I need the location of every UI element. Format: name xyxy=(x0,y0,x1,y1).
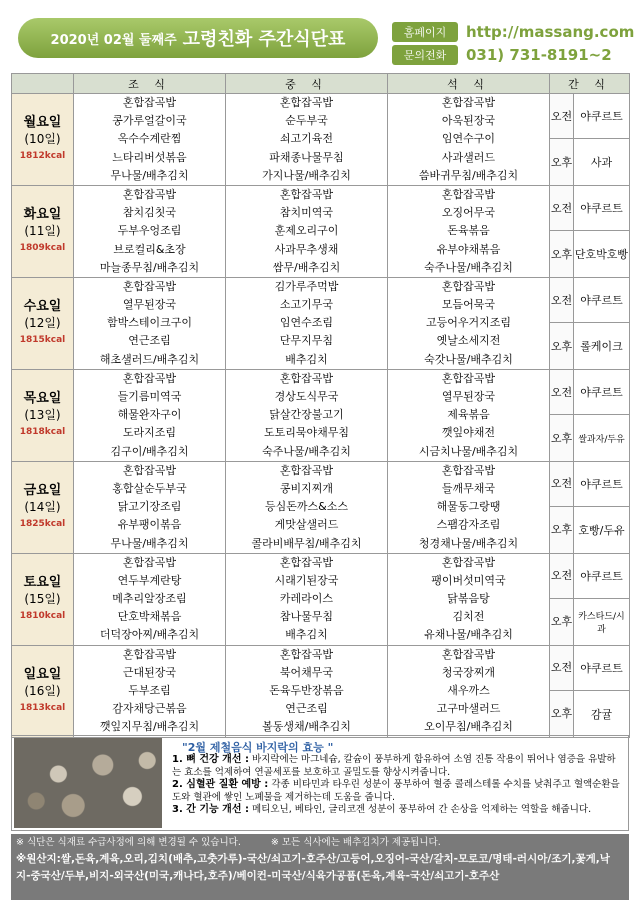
menu-item: 혼합잡곡밥 xyxy=(279,371,334,385)
snack-pm-label: 오후 xyxy=(550,323,574,369)
day-kcal: 1810kcal xyxy=(19,611,66,622)
menu-item: 청경채나물/배추김치 xyxy=(418,536,519,550)
menu-item: 아욱된장국 xyxy=(441,114,496,128)
weekly-menu-table xyxy=(11,73,630,738)
menu-item: 사과무추생채 xyxy=(274,242,339,256)
menu-item: 김가루주먹밥 xyxy=(274,279,339,293)
snack-pm: 쌀과자/두유 xyxy=(574,415,630,461)
snack-pm-label: 오후 xyxy=(550,691,574,737)
menu-item: 들깨무채국 xyxy=(441,481,496,495)
menu-item: 쇠고기육전 xyxy=(279,132,334,146)
menu-item: 훈제오리구이 xyxy=(274,224,339,238)
dinner-cell xyxy=(388,94,550,186)
menu-item: 모듬어묵국 xyxy=(441,298,496,312)
day-name: 일요일 xyxy=(23,667,62,683)
day-cell xyxy=(12,277,74,369)
breakfast-cell xyxy=(74,461,226,553)
menu-item: 유채나물/배추김치 xyxy=(424,628,513,642)
menu-item: 열무된장국 xyxy=(441,390,496,403)
menu-item: 깻잎지무침/배추김치 xyxy=(99,720,200,734)
lunch-cell xyxy=(226,645,388,737)
menu-item: 콩가루얼갈이국 xyxy=(112,114,187,128)
dinner-cell xyxy=(388,277,550,369)
snack-pm-label: 오후 xyxy=(550,599,574,645)
column-breakfast: 조 식 xyxy=(74,74,226,94)
menu-item: 김구이/배추김치 xyxy=(110,444,189,458)
menu-item: 참치미역국 xyxy=(279,206,334,220)
snack-pm: 감귤 xyxy=(574,691,630,737)
menu-item: 닭고기장조림 xyxy=(117,500,182,514)
info-title: "2월 제철음식 바지락의 효능 " xyxy=(182,741,334,754)
menu-item: 소고기무국 xyxy=(279,298,334,312)
snack-pm-label: 오후 xyxy=(550,139,574,185)
menu-item: 제육볶음 xyxy=(447,408,490,422)
table-row xyxy=(12,645,630,690)
menu-item: 두부조림 xyxy=(128,684,171,697)
menu-item: 연두부계란탕 xyxy=(117,573,182,587)
menu-item: 들기름미역국 xyxy=(117,390,182,403)
snack-am-label: 오전 xyxy=(550,553,574,598)
day-kcal: 1825kcal xyxy=(19,519,66,530)
table-row xyxy=(12,277,630,322)
menu-item: 콜라비배무침/배추김치 xyxy=(251,536,362,550)
menu-item: 연근조림 xyxy=(285,702,328,716)
day-kcal: 1815kcal xyxy=(19,335,66,346)
menu-item: 혼합잡곡밥 xyxy=(441,187,496,201)
column-lunch: 중 식 xyxy=(226,74,388,94)
table-row xyxy=(12,369,630,414)
column-day xyxy=(12,74,74,94)
menu-item: 두부우엉조림 xyxy=(117,224,182,238)
day-date: (10일) xyxy=(24,132,61,147)
menu-item: 혼합잡곡밥 xyxy=(441,647,496,661)
menu-item: 혼합잡곡밥 xyxy=(122,96,177,109)
menu-item: 혼합잡곡밥 xyxy=(279,463,334,477)
menu-item: 해물동그랑땡 xyxy=(436,500,501,514)
menu-item: 숙주나물/배추김치 xyxy=(262,444,351,458)
menu-item: 느타리버섯볶음 xyxy=(112,150,187,164)
dinner-cell xyxy=(388,645,550,737)
menu-item: 혼합잡곡밥 xyxy=(441,96,496,109)
day-cell xyxy=(12,94,74,186)
menu-item: 씀바귀무침/배추김치 xyxy=(418,168,519,182)
snack-pm-label: 오후 xyxy=(550,415,574,461)
column-dinner: 석 식 xyxy=(388,74,550,94)
day-kcal: 1809kcal xyxy=(19,243,66,254)
snack-pm: 카스타드/시과 xyxy=(574,599,630,645)
lunch-cell xyxy=(226,461,388,553)
menu-item: 참나물무침 xyxy=(279,610,334,624)
menu-item: 더덕장아찌/배추김치 xyxy=(99,628,200,642)
table-row xyxy=(12,461,630,506)
menu-item: 혼합잡곡밥 xyxy=(441,371,496,385)
snack-am-label: 오전 xyxy=(550,185,574,230)
menu-item: 단호박채볶음 xyxy=(117,610,182,624)
day-kcal: 1818kcal xyxy=(19,427,66,438)
menu-item: 유부팽이볶음 xyxy=(117,518,182,532)
menu-item: 혼합잡곡밥 xyxy=(279,187,334,201)
snack-am: 야쿠르트 xyxy=(574,277,630,322)
menu-item: 도토리묵야채무침 xyxy=(263,426,349,440)
menu-item: 단무지무침 xyxy=(279,334,334,348)
table-header-row xyxy=(12,74,630,94)
info-item: 2. 심혈관 질환 예방 : 각종 비타민과 타우린 성분이 풍부하여 혈중 콜레스테롤 수치를 낮춰주고 혈액순환을 도와 혈관에 쌓인 노폐물을 제거하는데 도움을 줍니다. xyxy=(172,779,620,803)
menu-item: 메추리알장조림 xyxy=(112,592,187,606)
menu-item: 혼합잡곡밥 xyxy=(441,555,496,569)
menu-item: 김치전 xyxy=(452,610,485,624)
table-row xyxy=(12,94,630,139)
menu-item: 시금치나물/배추김치 xyxy=(418,444,519,458)
note-change: ※ 식단은 식재료 수급사정에 의해 변경될 수 있습니다. xyxy=(16,837,241,848)
day-name: 수요일 xyxy=(23,299,62,315)
day-kcal: 1813kcal xyxy=(19,703,66,714)
menu-item: 볼동생채/배추김치 xyxy=(262,720,351,734)
breakfast-cell xyxy=(74,185,226,277)
snack-am: 야쿠르트 xyxy=(574,369,630,414)
menu-item: 깻잎야채전 xyxy=(441,426,496,440)
snack-am: 야쿠르트 xyxy=(574,94,630,139)
snack-am-label: 오전 xyxy=(550,94,574,139)
lunch-cell xyxy=(226,369,388,461)
snack-am-label: 오전 xyxy=(550,645,574,690)
menu-item: 닭볶음탕 xyxy=(447,592,490,606)
menu-item: 사과샐러드 xyxy=(441,150,496,164)
menu-item: 청국장찌개 xyxy=(441,665,496,679)
day-date: (12일) xyxy=(24,316,61,331)
snack-pm-label: 오후 xyxy=(550,231,574,277)
lunch-cell xyxy=(226,94,388,186)
menu-item: 경상도식무국 xyxy=(274,390,339,403)
menu-item: 해물완자구이 xyxy=(117,408,182,422)
menu-title: 고령친화 주간식단표 xyxy=(182,29,346,50)
dinner-cell xyxy=(388,461,550,553)
menu-item: 브로컬리&초장 xyxy=(113,242,186,256)
homepage-url[interactable]: http://massang.com xyxy=(466,23,635,41)
day-cell xyxy=(12,645,74,737)
day-name: 금요일 xyxy=(23,483,62,499)
day-cell xyxy=(12,185,74,277)
menu-item: 쌈무/배추김치 xyxy=(272,260,341,274)
menu-item: 옛날소세지전 xyxy=(436,334,501,348)
column-snack: 간 식 xyxy=(550,74,630,94)
snack-pm: 사과 xyxy=(574,139,630,185)
notes-box xyxy=(11,834,629,900)
menu-item: 게맛살샐러드 xyxy=(274,518,339,532)
snack-am-label: 오전 xyxy=(550,277,574,322)
note-kimchi: ※ 모든 식사에는 배추김치가 제공됩니다. xyxy=(270,837,441,848)
menu-item: 도라지조림 xyxy=(122,426,177,440)
snack-pm: 호빵/두유 xyxy=(574,507,630,553)
snack-am: 야쿠르트 xyxy=(574,461,630,506)
menu-item: 마늘종무침/배추김치 xyxy=(99,260,200,274)
menu-item: 혼합잡곡밥 xyxy=(279,647,334,661)
menu-item: 등심돈까스&소스 xyxy=(265,500,348,514)
menu-item: 스팸감자조림 xyxy=(436,518,501,532)
menu-item: 닭살간장불고기 xyxy=(269,408,344,422)
menu-item: 고구마샐러드 xyxy=(436,702,501,716)
header xyxy=(0,0,640,70)
menu-item: 카레라이스 xyxy=(279,592,334,606)
day-date: (15일) xyxy=(24,592,61,607)
dinner-cell xyxy=(388,185,550,277)
snack-am: 야쿠르트 xyxy=(574,553,630,598)
menu-item: 혼합잡곡밥 xyxy=(122,555,177,569)
info-text xyxy=(172,754,624,817)
menu-item: 돈육볶음 xyxy=(447,224,490,238)
lunch-cell xyxy=(226,553,388,645)
info-item: 1. 뼈 건강 개선 : 바지락에는 마그네슘, 칼슘이 풍부하게 함유하여 소염 진통 작용이 뛰어나 염증을 유발하는 효소를 억제하여 연골세포를 보호하고 골밀도를 향상시켜줍니다. xyxy=(172,754,616,778)
menu-item: 무나물/배추김치 xyxy=(110,536,189,550)
day-date: (14일) xyxy=(24,500,61,515)
day-name: 토요일 xyxy=(23,575,62,591)
menu-item: 열무된장국 xyxy=(122,298,177,312)
homepage-label: 홈페이지 xyxy=(392,22,458,42)
snack-pm: 롤케이크 xyxy=(574,323,630,369)
menu-item: 옥수수계란찜 xyxy=(117,132,182,146)
lunch-cell xyxy=(226,185,388,277)
menu-item: 팽이버섯미역국 xyxy=(431,573,506,587)
menu-item: 숙주나물/배추김치 xyxy=(424,260,513,274)
menu-item: 돈육두반장볶음 xyxy=(269,684,344,697)
day-cell xyxy=(12,553,74,645)
info-item: 3. 간 기능 개선 : 메티오닌, 베타인, 글리코겐 성분이 풍부하여 간 손상을 억제하는 역할을 해줍니다. xyxy=(172,804,592,815)
menu-item: 함박스테이크구이 xyxy=(106,316,192,330)
snack-am: 야쿠르트 xyxy=(574,185,630,230)
menu-item: 숙갓나물/배추김치 xyxy=(424,352,513,366)
menu-item: 오징어무국 xyxy=(441,206,496,220)
day-date: (11일) xyxy=(24,224,61,239)
menu-item: 혼합잡곡밥 xyxy=(122,187,177,201)
menu-item: 무나물/배추김치 xyxy=(110,168,189,182)
menu-item: 혼합잡곡밥 xyxy=(122,463,177,477)
phone-row xyxy=(392,45,612,65)
breakfast-cell xyxy=(74,369,226,461)
lunch-cell xyxy=(226,277,388,369)
day-name: 화요일 xyxy=(23,207,62,223)
menu-item: 혼합잡곡밥 xyxy=(122,371,177,385)
menu-item: 오이무침/배추김치 xyxy=(424,720,513,734)
dinner-cell xyxy=(388,553,550,645)
menu-item: 혼합잡곡밥 xyxy=(122,279,177,293)
homepage-row xyxy=(392,22,634,42)
breakfast-cell xyxy=(74,645,226,737)
clams-image xyxy=(14,738,162,828)
menu-item: 배추김치 xyxy=(285,352,328,366)
snack-am-label: 오전 xyxy=(550,461,574,506)
menu-item: 순두부국 xyxy=(285,114,328,128)
menu-item: 임연수구이 xyxy=(441,132,496,146)
menu-item: 혼합잡곡밥 xyxy=(279,96,334,109)
snack-am-label: 오전 xyxy=(550,369,574,414)
menu-item: 혼합잡곡밥 xyxy=(441,463,496,477)
snack-pm: 단호박호빵 xyxy=(574,231,630,277)
table-row xyxy=(12,185,630,230)
breakfast-cell xyxy=(74,94,226,186)
day-kcal: 1812kcal xyxy=(19,151,66,162)
breakfast-cell xyxy=(74,277,226,369)
snack-am: 야쿠르트 xyxy=(574,645,630,690)
menu-item: 참치김칫국 xyxy=(122,206,177,220)
menu-item: 콩비지찌개 xyxy=(279,481,334,495)
menu-item: 혼합잡곡밥 xyxy=(279,555,334,569)
menu-item: 새우까스 xyxy=(447,684,490,697)
day-cell xyxy=(12,369,74,461)
menu-item: 혼합잡곡밥 xyxy=(122,647,177,661)
menu-item: 가지나물/배추김치 xyxy=(262,168,351,182)
menu-item: 시래기된장국 xyxy=(274,573,339,587)
menu-item: 홍합살순두부국 xyxy=(112,481,187,495)
seasonal-food-info xyxy=(11,735,629,831)
day-date: (16일) xyxy=(24,684,61,699)
menu-item: 북어채무국 xyxy=(279,665,334,679)
day-cell xyxy=(12,461,74,553)
menu-item: 연근조림 xyxy=(128,334,171,348)
date-label: 2020년 02월 둘째주 xyxy=(50,32,177,48)
dinner-cell xyxy=(388,369,550,461)
menu-title-banner xyxy=(18,18,378,58)
phone-number: 031) 731-8191~2 xyxy=(466,46,612,64)
day-name: 목요일 xyxy=(23,391,62,407)
menu-item: 고등어우거지조림 xyxy=(425,316,511,330)
menu-item: 배추김치 xyxy=(285,628,328,642)
origin-note: ※원산지:쌀,돈육,계육,오리,김치(배추,고춧가루)-국산/쇠고기-호주산/고등어,오징어-국산/갈치-모로코/명태-러시아/조기,꽃게,낙지-중국산/두부,비지-외국산(미국,캐나다,호주)/베이컨-미국산/식육가공품(돈육,계육-국산/쇠고기-호주산 xyxy=(16,853,610,882)
menu-item: 임연수조림 xyxy=(279,316,334,330)
menu-item: 근대된장국 xyxy=(122,665,177,679)
snack-pm-label: 오후 xyxy=(550,507,574,553)
day-name: 월요일 xyxy=(23,115,62,131)
table-row xyxy=(12,553,630,598)
menu-item: 파채종나물무침 xyxy=(269,150,344,164)
day-date: (13일) xyxy=(24,408,61,423)
menu-item: 혼합잡곡밥 xyxy=(441,279,496,293)
phone-label: 문의전화 xyxy=(392,45,458,65)
menu-item: 유부야채볶음 xyxy=(436,242,501,256)
menu-item: 감자채당근볶음 xyxy=(112,702,187,716)
breakfast-cell xyxy=(74,553,226,645)
menu-item: 해초샐러드/배추김치 xyxy=(99,352,200,366)
